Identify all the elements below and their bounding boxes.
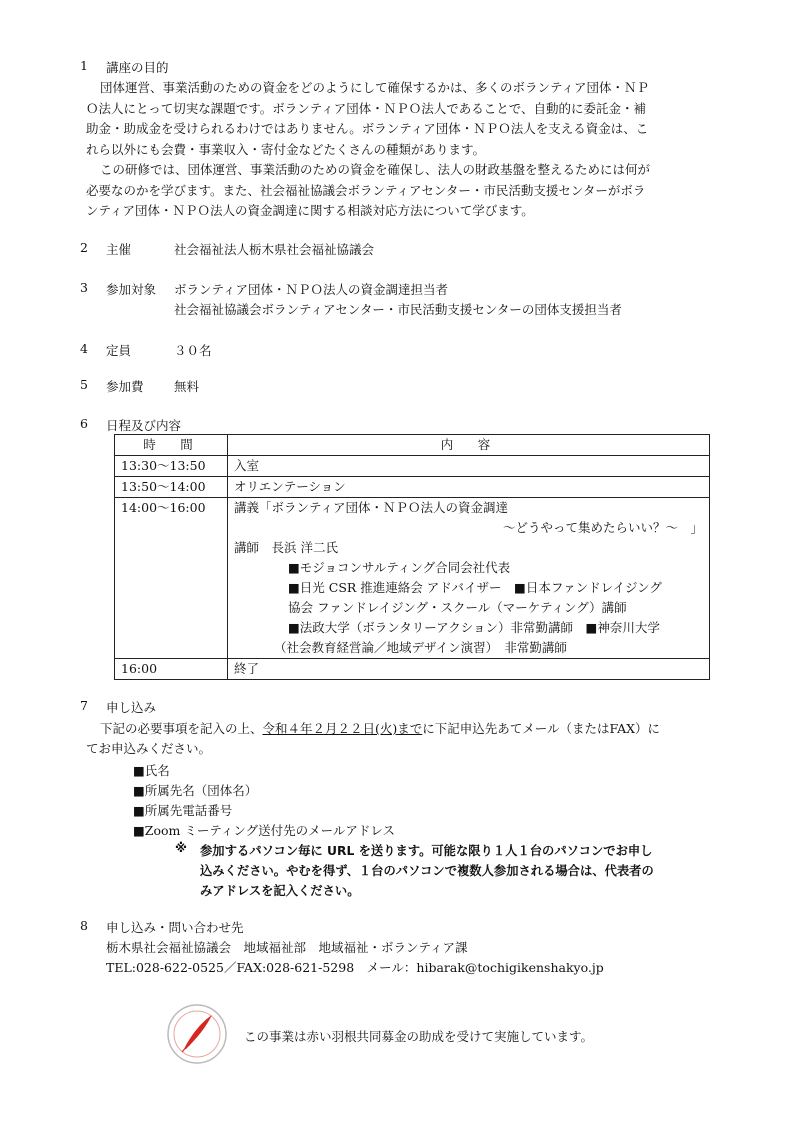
header-time: 時 間 [115, 435, 228, 456]
contact-organization: 栃木県社会福祉協議会 地域福祉部 地域福祉・ボランティア課 [106, 940, 468, 955]
section-4-number: 4 [80, 341, 88, 356]
lecturer-profile-line: ■法政大学（ボランタリーアクション）非常勤講師 ■神奈川大学 [288, 620, 660, 635]
application-title: 申し込み [106, 700, 157, 715]
table-row [115, 456, 710, 477]
schedule-table [114, 434, 710, 680]
lecturer-profile-line: （社会教育経営論／地域デザイン演習） 非常勤講師 [274, 640, 567, 655]
schedule-title: 日程及び内容 [106, 418, 182, 433]
fee-label: 参加費 [106, 379, 144, 394]
capacity-value: ３０名 [174, 343, 212, 358]
lecturer-profile-line: 協会 ファンドレイジング・スクール（マーケティング）講師 [288, 600, 627, 615]
header-content: 内 容 [228, 435, 710, 456]
application-intro [100, 719, 660, 737]
note-line: みアドレスを記入ください。 [200, 884, 360, 898]
intro-text-b: に下記申込先あてメール（またはFAX）に [422, 721, 661, 736]
section-1-number: 1 [80, 58, 88, 73]
time-cell: 14:00～16:00 [115, 498, 228, 659]
organizer-label: 主催 [106, 242, 132, 257]
time-cell: 13:50～14:00 [115, 477, 228, 498]
red-feather-logo-icon [166, 1003, 228, 1065]
lecture-title: 講義「ボランティア団体・ＮＰＯ法人の資金調達 [234, 500, 509, 515]
intro-text-a: 下記の必要事項を記入の上、 [100, 721, 263, 736]
purpose-line: れら以外にも会費・事業収入・寄付金などたくさんの種類があります。 [86, 141, 486, 157]
time-cell: 16:00 [115, 659, 228, 680]
time-cell: 13:30～13:50 [115, 456, 228, 477]
lecture-subtitle: ～どうやって集めたらいい？～ 」 [502, 520, 703, 535]
note-line: 参加するパソコン毎に URL を送ります。可能な限り１人１台のパソコンでお申し [200, 844, 653, 858]
purpose-line: この研修では、団体運営、事業活動のための資金を確保し、法人の財政基盤を整えるためには何が [100, 162, 651, 177]
target-value-2: 社会福祉協議会ボランティアセンター・市民活動支援センターの団体支援担当者 [174, 302, 622, 317]
lecturer-profile-line: ■日光 CSR 推進連絡会 アドバイザー ■日本ファンドレイジング [288, 580, 662, 595]
target-label: 参加対象 [106, 282, 157, 297]
footer-text: この事業は赤い羽根共同募金の助成を受けて実施しています。 [244, 1029, 594, 1044]
purpose-line: ンティア団体・ＮＰＯ法人の資金調達に関する相談対応方法について学びます。 [86, 203, 534, 218]
purpose-line: Ｏ法人にとって切実な課題です。ボランティア団体・ＮＰＯ法人であることで、自動的に委託金・補 [86, 100, 647, 116]
content-cell: オリエンテーション [228, 477, 710, 498]
purpose-line: 団体運営、事業活動のための資金をどのようにして確保するかは、多くのボランティア団体・ＮＰ [100, 80, 650, 95]
purpose-line: 助金・助成金を受けられるわけではありません。ボランティア団体・ＮＰＯ法人を支える資金は、こ [86, 121, 649, 136]
content-cell [228, 498, 710, 659]
note-mark: ※ [175, 841, 187, 855]
table-row [115, 498, 710, 659]
table-row [115, 659, 710, 680]
required-item: ■所属先電話番号 [133, 803, 233, 818]
purpose-line: 必要なのかを学びます。また、社会福祉協議会ボランティアセンター・市民活動支援センターがボラ [86, 182, 646, 198]
section-7-number: 7 [80, 698, 88, 713]
contact-info: TEL:028-622-0525／FAX:028-621-5298 メール：hibarak@tochigikenshakyo.jp [106, 960, 604, 975]
section-6-number: 6 [80, 416, 88, 431]
section-8-number: 8 [80, 918, 88, 933]
required-item: ■所属先名（団体名） [133, 783, 258, 798]
note-line: 込みください。やむを得ず、１台のパソコンで複数人参加される場合は、代表者の [200, 864, 654, 878]
organizer-value: 社会福祉法人栃木県社会福祉協議会 [174, 242, 375, 257]
content-cell: 入室 [228, 456, 710, 477]
required-item: ■Zoom ミーティング送付先のメールアドレス [133, 823, 395, 838]
contact-title: 申し込み・問い合わせ先 [106, 920, 244, 935]
content-cell: 終了 [228, 659, 710, 680]
lecturer-profile-line: ■モジョコンサルティング合同会社代表 [288, 560, 511, 575]
table-row [115, 477, 710, 498]
purpose-paragraph-2 [86, 160, 718, 222]
purpose-paragraph-1 [86, 78, 718, 160]
deadline: 令和４年２月２２日(火)まで [262, 721, 423, 736]
target-value-1: ボランティア団体・ＮＰＯ法人の資金調達担当者 [174, 282, 449, 297]
section-2-number: 2 [80, 240, 88, 255]
capacity-label: 定員 [106, 343, 132, 358]
section-3-number: 3 [80, 280, 88, 295]
section-5-number: 5 [80, 377, 88, 392]
required-item: ■氏名 [133, 763, 170, 778]
application-intro-cont: てお申込みください。 [86, 741, 212, 756]
lecturer-name: 講師 長浜 洋二氏 [234, 540, 338, 555]
fee-value: 無料 [174, 379, 200, 394]
section-1-title: 講座の目的 [106, 60, 169, 75]
table-header-row [115, 435, 710, 456]
